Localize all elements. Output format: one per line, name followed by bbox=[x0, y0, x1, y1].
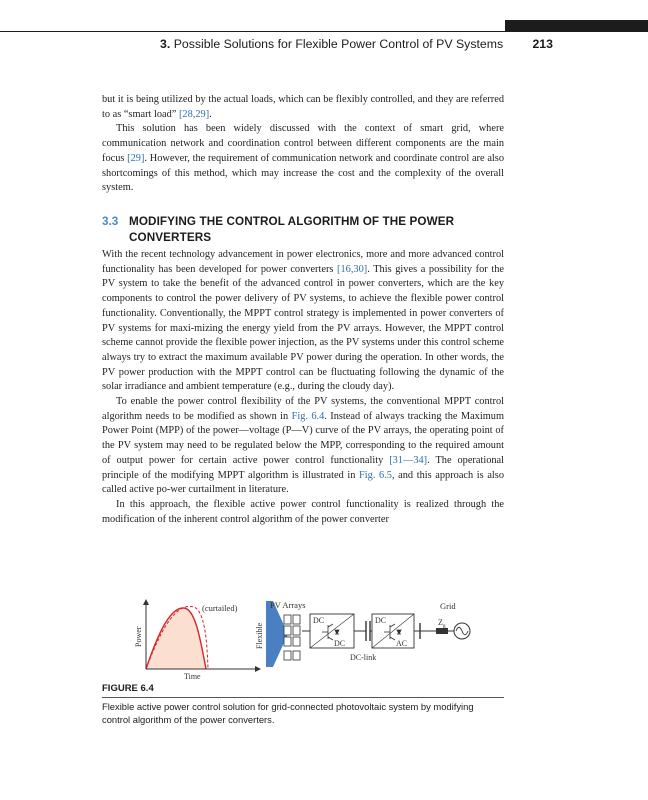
dc-inverter-label: DC bbox=[375, 616, 387, 625]
pv-arrays-label: PV Arrays bbox=[270, 600, 306, 610]
pv-panel bbox=[284, 615, 291, 624]
figure-rule bbox=[102, 697, 504, 698]
page-number: 213 bbox=[532, 37, 553, 51]
figure-link[interactable]: Fig. 6.5 bbox=[359, 469, 392, 481]
text: but it is being utilized by the actual loads, which can be flexibly controlled, and they are referred to as “smart load” bbox=[102, 94, 504, 120]
section-text bbox=[102, 248, 504, 527]
chapter-title: Possible Solutions for Flexible Power Control of PV Systems bbox=[173, 37, 504, 51]
figure-label: FIGURE 6.4 bbox=[102, 683, 154, 694]
flexible-arrow bbox=[255, 601, 288, 667]
header-rule bbox=[0, 31, 648, 32]
ac-label: AC bbox=[396, 639, 408, 648]
citation-link[interactable]: [16,30] bbox=[337, 263, 368, 275]
chapter-number: 3. bbox=[160, 37, 171, 51]
section-heading bbox=[102, 214, 504, 246]
citation-link[interactable]: [31—34] bbox=[389, 454, 428, 466]
dc-input-label: DC bbox=[313, 616, 325, 625]
text: . This gives a possibility for the PV system to take the benefit of the advanced control in power converters, which are the key components to control the power delivery of PV systems, to achieve the flexible power control functionality. Conventionally, the MPPT control strategy is implemented in power converters of PV systems for maxi-mizing the energy yield from the PV arrays. However, the MPPT control scheme cannot provide the flexible power injection, as the PV systems under this control scheme always try to extract the maximum available PV power during the operation. In other words, the PV power production with the MPPT control can be fluctuating following the dynamic of the solar irradiance and ambient temperature (e.g., during the cloudy day). bbox=[102, 263, 504, 393]
text: . Instead of always tracking the Maximum Power Point (MPP) of the power—voltage (P—V) curve of the PV arrays, the operating point of the PV system may need to be regulated below the MPP, corresponding to the required amount of output power for certain active power control functionality bbox=[102, 410, 504, 466]
citation-link[interactable]: [28,29] bbox=[178, 108, 210, 120]
y-axis-label: Power bbox=[134, 626, 143, 647]
dc-output-label: DC bbox=[334, 639, 346, 648]
text: This solution has been widely discussed with the context of smart grid, where communication network and coordination control between different components are the main focus bbox=[102, 123, 504, 164]
dc-ac-inverter bbox=[372, 614, 414, 648]
impedance-symbol: Z bbox=[438, 618, 443, 627]
section-number: 3.3 bbox=[102, 215, 119, 228]
flexible-label: Flexible bbox=[255, 622, 264, 649]
impedance-subscript: g bbox=[442, 623, 446, 629]
text: To enable the power control flexibility of the PV systems, the conventional MPPT control algorithm needs to be modified as shown in bbox=[102, 396, 504, 422]
text: . However, the requirement of communication network and coordinate control are also shortcomings of this method, which may increase the cost and the complexity of the overall system. bbox=[102, 152, 504, 194]
pv-panel bbox=[293, 615, 300, 624]
section-paragraph-1 bbox=[102, 248, 504, 395]
text: . The operational principle of the modifying MPPT algorithm is illustrated in bbox=[102, 454, 504, 481]
pv-panel bbox=[293, 637, 300, 646]
figure-diagram bbox=[102, 597, 504, 682]
citation-link[interactable]: [29] bbox=[127, 152, 145, 164]
text: With the recent technology advancement in power electronics, more and more advanced control functionality has been developed for power converters bbox=[102, 249, 504, 275]
pv-panel bbox=[284, 651, 291, 660]
dc-dc-converter bbox=[310, 614, 354, 648]
pv-panel bbox=[293, 651, 300, 660]
header-bar bbox=[505, 20, 648, 31]
curtailed-area bbox=[146, 608, 206, 669]
grid-connection bbox=[414, 601, 470, 639]
text: , and this approach is also called active po-wer curtailment in literature. bbox=[102, 469, 504, 496]
pv-panel bbox=[284, 637, 291, 646]
figure-caption: Flexible active power control solution for grid-connected photovoltaic system by modifying control algorithm of the power converters. bbox=[102, 701, 474, 725]
section-paragraph-3 bbox=[102, 498, 504, 527]
grid-label: Grid bbox=[440, 601, 456, 611]
text: . bbox=[209, 108, 212, 120]
figure-6-4 bbox=[102, 597, 504, 682]
intro-paragraph-2 bbox=[102, 122, 504, 196]
pv-panel bbox=[284, 626, 291, 635]
section-paragraph-2 bbox=[102, 395, 504, 498]
figure-link[interactable]: Fig. 6.4 bbox=[291, 410, 325, 422]
intro-paragraph-1 bbox=[102, 93, 504, 122]
intro-text bbox=[102, 93, 504, 196]
running-head bbox=[160, 37, 553, 51]
curtailed-label: (curtailed) bbox=[202, 603, 238, 613]
x-axis-label: Time bbox=[184, 672, 201, 681]
section-title-line-2: CONVERTERS bbox=[129, 231, 212, 244]
dc-link-label: DC-link bbox=[350, 653, 377, 662]
text: In this approach, the flexible active power control functionality is realized through the modification of the inherent control algorithm of the power converter bbox=[102, 498, 504, 525]
impedance-label bbox=[438, 618, 446, 629]
pv-panel bbox=[293, 626, 300, 635]
section-title-line-1: MODIFYING THE CONTROL ALGORITHM OF THE POWER bbox=[129, 215, 455, 228]
power-time-plot bbox=[134, 600, 260, 681]
